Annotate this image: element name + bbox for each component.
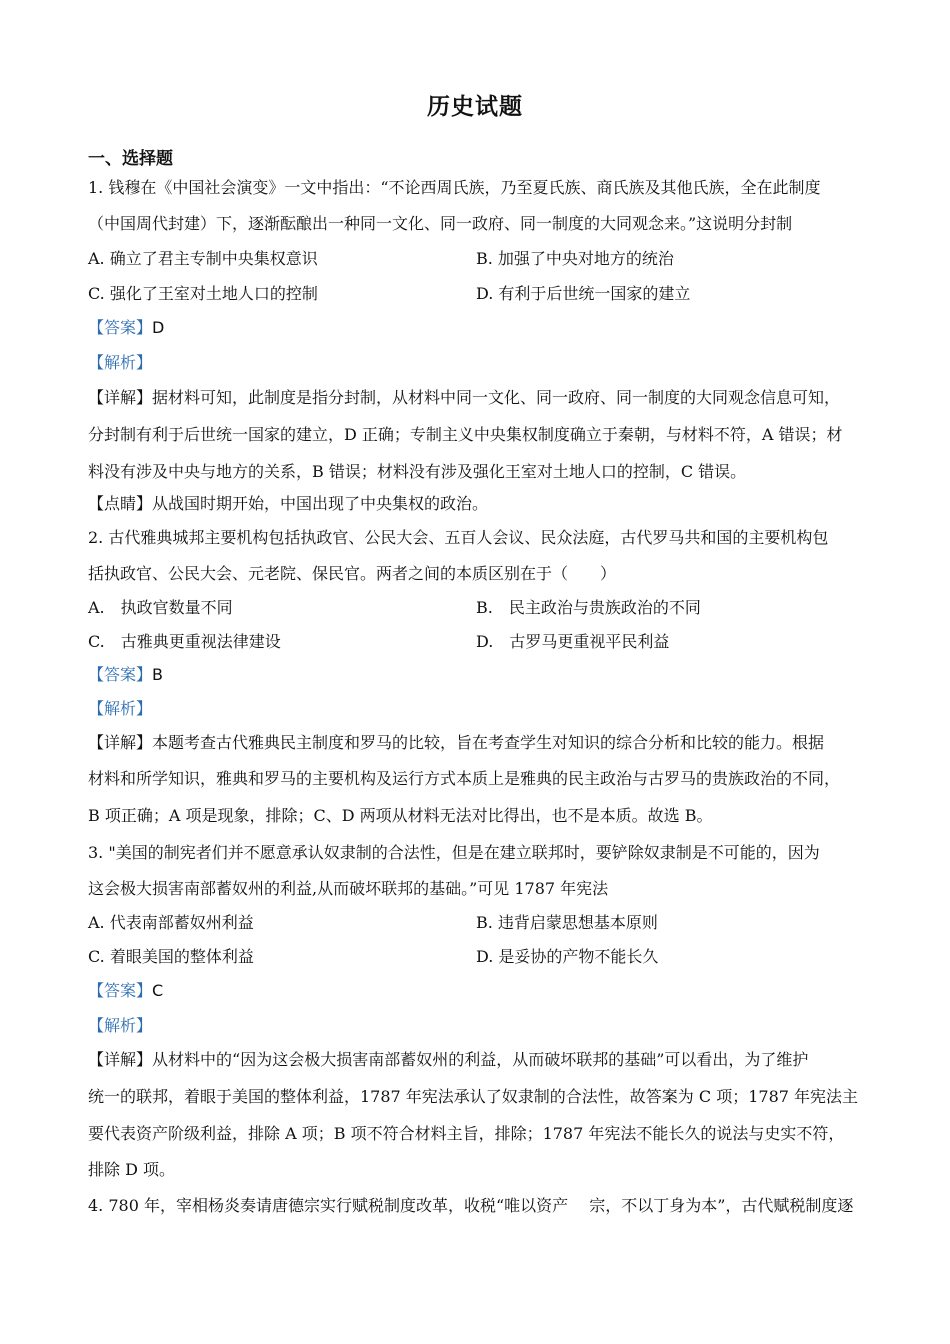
q2-detail-line-3: B 项正确；A 项是现象，排除；C、D 两项从材料无法对比得出，也不是本质。故选 B。: [88, 806, 713, 825]
q3-detail-line-1: [88, 1050, 868, 1070]
q2-stem-line-1: 2. 古代雅典城邦主要机构包括执政官、公民大会、五百人会议、民众法庭，古代罗马共和国的主要机构包: [88, 528, 829, 547]
q3-analysis: [88, 1016, 868, 1036]
q3-stem-line-2: 这会极大损害南部蓄奴州的利益,从而破坏联邦的基础。”可见 1787 年宪法: [88, 879, 609, 898]
q1-detail-line-3: 料没有涉及中央与地方的关系，B 错误；材料没有涉及强化王室对土地人口的控制，C 错误。: [88, 462, 747, 481]
q2-option-b: B. 民主政治与贵族政治的不同: [476, 598, 701, 617]
q2-stem-line-2: 括执政官、公民大会、元老院、保民官。两者之间的本质区别在于（ ）: [88, 564, 617, 583]
q1-point: [88, 494, 868, 514]
q2-detail-line-2: 材料和所学知识，雅典和罗马的主要机构及运行方式本质上是雅典的民主政治与古罗马的贵族政治的不同，: [88, 769, 841, 788]
point-tag: 【点睛】: [88, 494, 153, 513]
q2-option-d: D. 古罗马更重视平民利益: [476, 632, 670, 651]
q3-detail-line-3: 要代表资产阶级利益，排除 A 项；B 项不符合材料主旨，排除；1787 年宪法不能长久的说法与史实不符，: [88, 1124, 845, 1143]
q3-option-c: C. 着眼美国的整体利益: [88, 947, 254, 966]
q3-option-a: A. 代表南部蓄奴州利益: [88, 913, 254, 932]
analysis-tag: 【解析】: [88, 353, 153, 372]
q2-answer: [88, 665, 868, 685]
q4-stem-line-1: 4. 780 年，宰相杨炎奏请唐德宗实行赋税制度改革，收税“唯以资产 宗，不以丁身为本”，古代赋税制度逐: [88, 1196, 854, 1215]
detail-text: 据材料可知，此制度是指分封制，从材料中同一文化、同一政府、同一制度的大同观念信息可知，: [152, 388, 841, 407]
q1-option-a: A. 确立了君主专制中央集权意识: [88, 249, 318, 268]
q3-answer: [88, 981, 868, 1001]
q2-option-c: C. 古雅典更重视法律建设: [88, 632, 281, 651]
detail-text: 从材料中的“因为这会极大损害南部蓄奴州的利益，从而破坏联邦的基础”可以看出，为了维护: [152, 1050, 809, 1069]
answer-value: D: [152, 318, 165, 337]
page-title: 历史试题: [427, 93, 523, 120]
point-text: 从战国时期开始，中国出现了中央集权的政治。: [152, 494, 489, 513]
q2-option-a: A. 执政官数量不同: [88, 598, 233, 617]
q3-option-d: D. 是妥协的产物不能长久: [476, 947, 659, 966]
answer-tag: 【答案】: [88, 665, 153, 684]
q1-option-d: D. 有利于后世统一国家的建立: [476, 284, 691, 303]
section-heading: 一、选择题: [88, 149, 173, 169]
answer-tag: 【答案】: [88, 981, 153, 1000]
q1-detail-line-1: [88, 388, 868, 408]
q1-stem-line-2: （中国周代封建）下，逐渐酝酿出一种同一文化、同一政府、同一制度的大同观念来。”这说明分封制: [88, 214, 793, 233]
analysis-tag: 【解析】: [88, 699, 153, 718]
q1-answer: [88, 318, 868, 338]
detail-tag: 【详解】: [88, 1050, 153, 1069]
q3-detail-line-4: 排除 D 项。: [88, 1160, 176, 1179]
answer-value: B: [152, 665, 163, 684]
answer-value: C: [152, 981, 164, 1000]
detail-text: 本题考查古代雅典民主制度和罗马的比较，旨在考查学生对知识的综合分析和比较的能力。根据: [152, 733, 825, 752]
detail-tag: 【详解】: [88, 388, 153, 407]
q1-analysis: [88, 353, 868, 373]
q3-detail-line-2: 统一的联邦，着眼于美国的整体利益，1787 年宪法承认了奴隶制的合法性，故答案为 C 项；1787 年宪法主: [88, 1087, 859, 1106]
q1-stem-line-1: 1. 钱穆在《中国社会演变》一文中指出：“不论西周氏族，乃至夏氏族、商氏族及其他氏族，全在此制度: [88, 178, 821, 197]
analysis-tag: 【解析】: [88, 1016, 153, 1035]
q1-option-b: B. 加强了中央对地方的统治: [476, 249, 674, 268]
q1-option-c: C. 强化了王室对土地人口的控制: [88, 284, 318, 303]
q2-analysis: [88, 699, 868, 719]
answer-tag: 【答案】: [88, 318, 153, 337]
q2-detail-line-1: [88, 733, 868, 753]
q1-detail-line-2: 分封制有利于后世统一国家的建立，D 正确；专制主义中央集权制度确立于秦朝，与材料不符，A 错误；材: [88, 425, 843, 444]
q3-stem-line-1: 3. "美国的制宪者们并不愿意承认奴隶制的合法性，但是在建立联邦时，要铲除奴隶制是不可能的，因为: [88, 843, 820, 862]
q3-option-b: B. 违背启蒙思想基本原则: [476, 913, 658, 932]
detail-tag: 【详解】: [88, 733, 153, 752]
